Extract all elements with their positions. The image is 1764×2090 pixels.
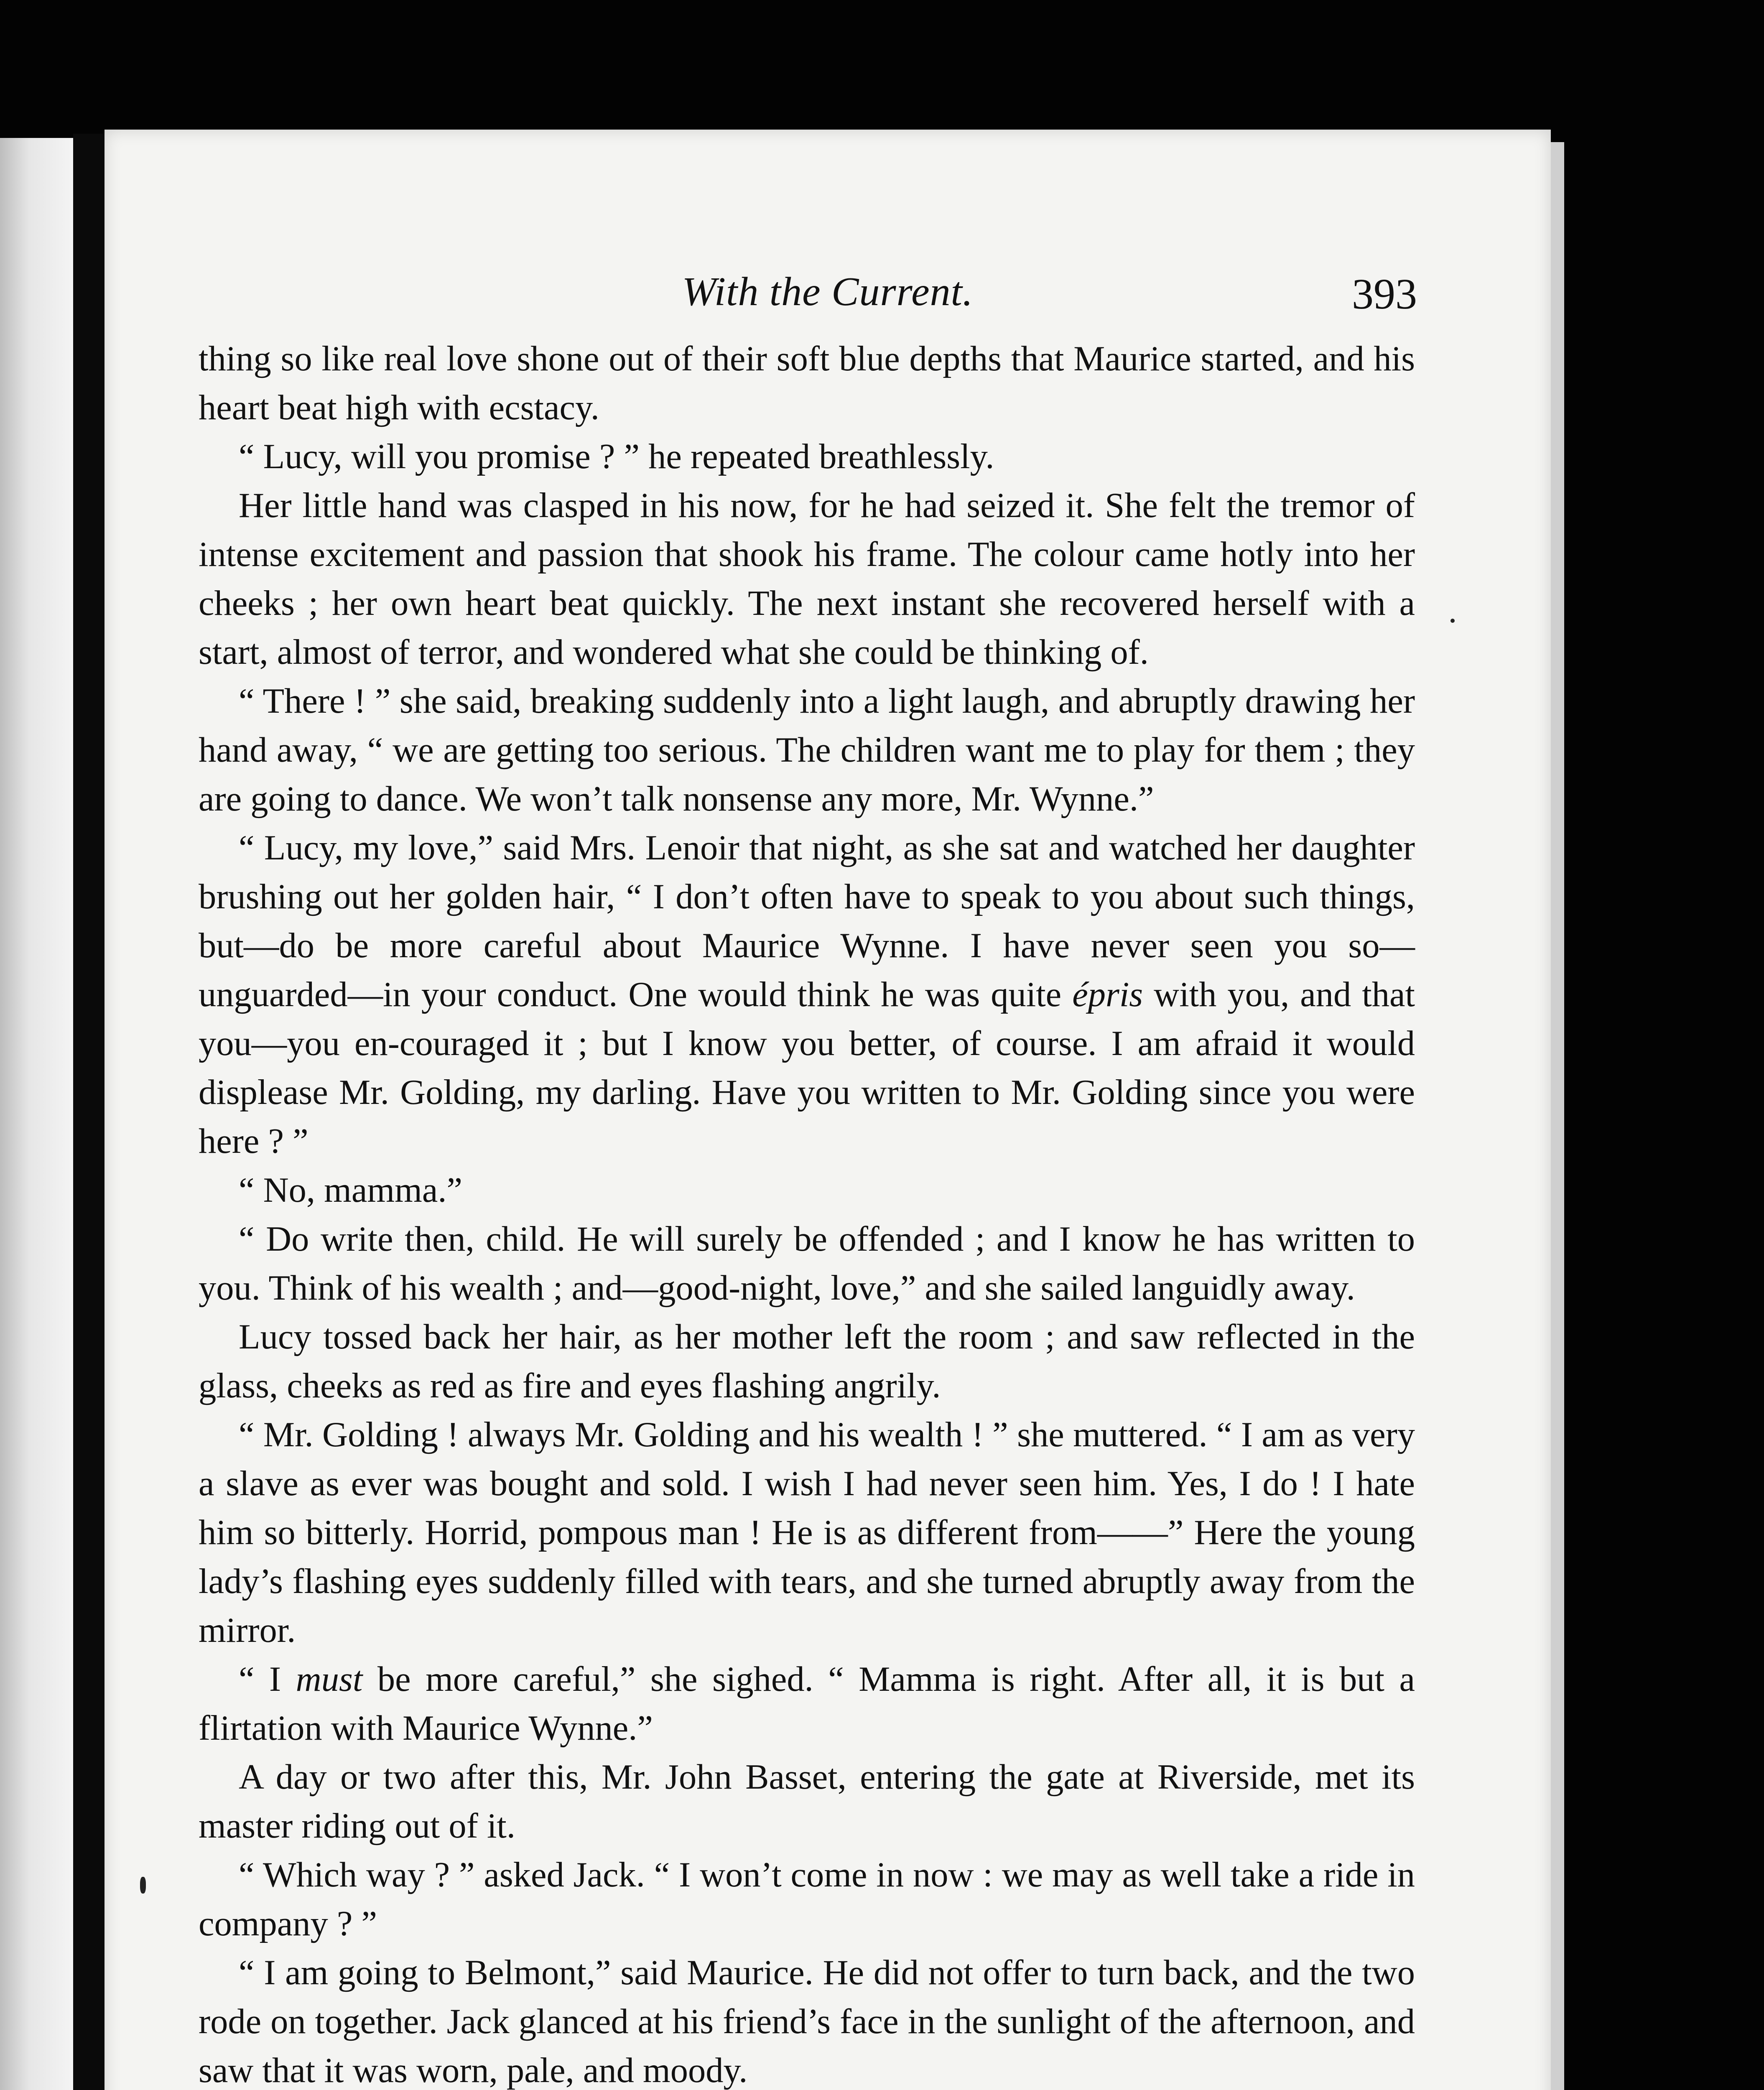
paragraph [199,823,1415,1166]
paragraph-text: be more careful,” she sighed. “ Mamma is right. After all, it is but a flirtation with Maurice Wynne.” [199,1660,1415,1748]
paragraph [199,677,1415,823]
italic-text: must [296,1660,363,1699]
book-gutter [73,134,105,2090]
paragraph-text: thing so like real love shone out of their soft blue depths that Maurice started, and his heart beat high with ecstacy. [199,339,1415,427]
italic-text: épris [1072,975,1143,1014]
paragraph [199,1166,1415,1215]
paragraph-text: “ Which way ? ” asked Jack. “ I won’t come in now : we may as well take a ride in company ? ” [199,1856,1415,1943]
paragraph-text: “ Do write then, child. He will surely be offended ; and I know he has written to you. Think of his wealth ; and—good-night, love,” and she sailed languidly away. [199,1220,1415,1308]
paragraph [199,432,1415,481]
paragraph [199,1215,1415,1313]
paragraph-text: “ No, mamma.” [239,1171,462,1210]
paragraph [199,1655,1415,1753]
adjacent-page-edge [0,138,73,2090]
paragraph-text: “ I am going to Belmont,” said Maurice. He did not offer to turn back, and the two rode on together. Jack glanced at his friend’s face in the sunlight of the afternoon, and saw that it was worn, pale, and moody. [199,1953,1415,2090]
paragraph-text: “ Lucy, will you promise ? ” he repeated breathlessly. [239,437,994,476]
paragraph-text: Lucy tossed back her hair, as her mother left the room ; and saw reflected in the glass, cheeks as red as fire and eyes flashing angrily. [199,1318,1415,1405]
paragraph [199,1410,1415,1655]
paragraph-text: Her little hand was clasped in his now, for he had seized it. She felt the tremor of intense excitement and passion that shook his frame. The colour came hotly into her cheeks ; her own heart beat quickly. The next instant she recovered herself with a start, almost of terror, and wondered what she could be thinking of. [199,486,1415,672]
paragraph-text: with you, and that you—you en-couraged it ; but I know you better, of course. I am afraid it would displease Mr. Golding, my darling. Have you written to Mr. Golding since you were here ? ” [199,975,1415,1161]
paragraph-text: “ There ! ” she said, breaking suddenly into a light laugh, and abruptly drawing her hand away, “ we are getting too serious. The children want me to play for them ; they are going to dance. We won’t talk nonsense any more, Mr. Wynne.” [199,682,1415,818]
paragraph-text: A day or two after this, Mr. John Basset, entering the gate at Riverside, met its master riding out of it. [199,1758,1415,1845]
paragraph-text: “ Mr. Golding ! always Mr. Golding and his wealth ! ” she muttered. “ I am as very a slave as ever was bought and sold. I wish I had never seen him. Yes, I do ! I hate him so bitterly. Horrid, pompous man ! He is as different from——” Here the young lady’s flashing eyes suddenly filled with tears, and she turned abruptly away from the mirror. [199,1415,1415,1650]
page-right-edge [1551,142,1564,2090]
paragraph [199,1948,1415,2090]
page-number: 393 [1352,270,1417,318]
body-text [199,334,1415,2090]
ink-speck [140,1877,146,1894]
paragraph [199,481,1415,677]
paragraph-text: “ Lucy, my love,” said Mrs. Lenoir that night, as she sat and watched her daughter brushing out her golden hair, “ I don’t often have to speak to you about such things, but—do be more careful about Maurice Wynne. I have never seen you so—unguarded—in your conduct. One would think he was quite [199,828,1415,1014]
book-page [105,130,1551,2090]
ink-speck [1450,619,1455,623]
paragraph [199,1753,1415,1850]
paragraph [199,334,1415,432]
paragraph [199,1850,1415,1948]
paragraph-text: “ I [239,1660,296,1699]
running-title: With the Current. [682,269,974,314]
paragraph [199,1313,1415,1410]
running-head [105,263,1551,321]
